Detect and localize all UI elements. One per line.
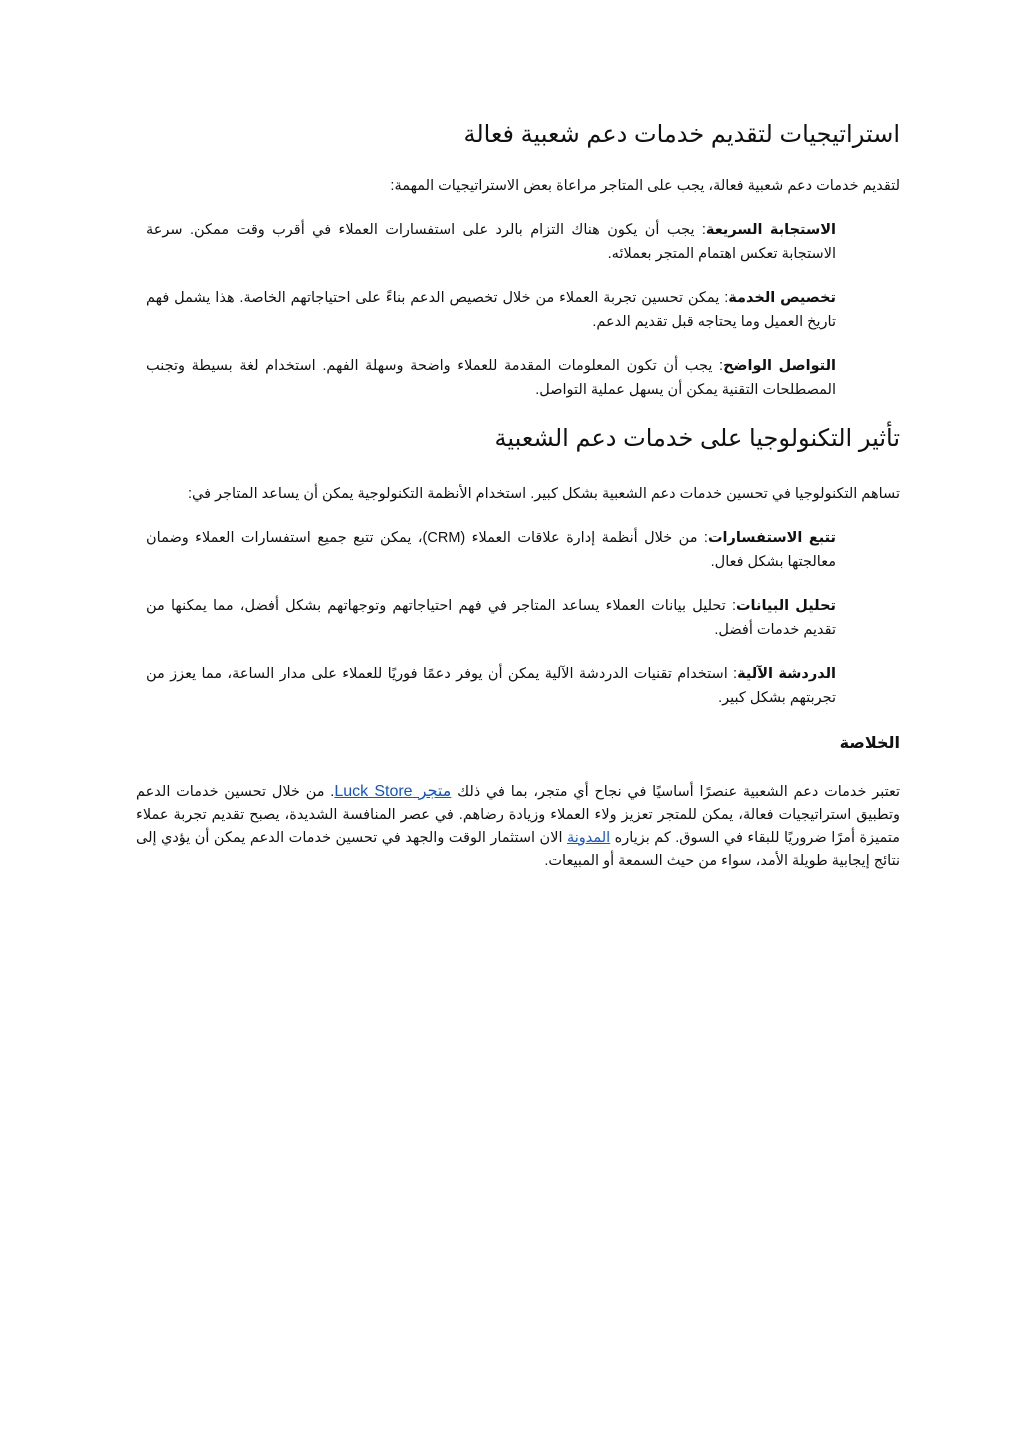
list-item-text: : يمكن تحسين تجربة العملاء من خلال تخصيص الدعم بناءً على احتياجاتهم الخاصة. هذا يشمل فهم تاريخ العميل وما يحتاجه قبل تقديم الدعم. bbox=[146, 290, 836, 330]
list-item bbox=[146, 662, 836, 710]
list-item-text: : استخدام تقنيات الدردشة الآلية يمكن أن يوفر دعمًا فوريًا للعملاء على مدار الساعة، مما يعزز من تجربتهم بشكل كبير. bbox=[146, 666, 836, 706]
section-1-list bbox=[136, 218, 900, 402]
list-item-term: التواصل الواضح bbox=[723, 358, 836, 374]
section-2-intro: تساهم التكنولوجيا في تحسين خدمات دعم الشعبية بشكل كبير. استخدام الأنظمة التكنولوجية يمكن أن يساعد المتاجر في: bbox=[187, 486, 900, 502]
conclusion-paragraph bbox=[136, 780, 900, 873]
list-item bbox=[146, 526, 836, 574]
list-item-term: الدردشة الآلية bbox=[737, 666, 836, 682]
list-item bbox=[146, 354, 836, 402]
list-item bbox=[146, 218, 836, 266]
document-page bbox=[136, 118, 900, 873]
list-item-term: تخصيص الخدمة bbox=[728, 290, 836, 306]
list-item-text: : من خلال أنظمة إدارة علاقات العملاء (CRM)، يمكن تتبع جميع استفسارات العملاء وضمان معالجتها بشكل فعال. bbox=[146, 530, 836, 570]
conclusion-text-3: الان استثمار الوقت والجهد في تحسين خدمات الدعم يمكن أن يؤدي إلى نتائج إيجابية طويلة الأمد، سواء من حيث السمعة أو المبيعات. bbox=[136, 830, 900, 869]
list-item bbox=[146, 286, 836, 334]
blog-link[interactable]: المدونة bbox=[566, 830, 611, 846]
section-2-list bbox=[136, 526, 900, 710]
luck-store-link[interactable]: متجر Luck Store bbox=[334, 783, 452, 800]
list-item-text: : تحليل بيانات العملاء يساعد المتاجر في فهم احتياجاتهم وتوجهاتهم بشكل أفضل، مما يمكنها من تقديم خدمات أفضل. bbox=[146, 598, 836, 638]
list-item-term: تحليل البيانات bbox=[735, 598, 836, 614]
list-item bbox=[146, 594, 836, 642]
conclusion-text-2: . من خلال تحسين خدمات الدعم وتطبيق استراتيجيات فعالة، يمكن للمتجر تعزيز ولاء العملاء وزيادة رضاهم. في عصر المنافسة الشديدة، يصبح تقديم تجربة عملاء متميزة أمرًا ضروريًا للبقاء في السوق. كم بزياره bbox=[136, 784, 900, 846]
list-item-term: تتبع الاستفسارات bbox=[707, 530, 837, 546]
conclusion-text-1: تعتبر خدمات دعم الشعبية عنصرًا أساسيًا في نجاح أي متجر، بما في ذلك bbox=[451, 784, 901, 800]
list-item-text: : يجب أن يكون هناك التزام بالرد على استفسارات العملاء في أقرب وقت ممكن. سرعة الاستجابة تعكس اهتمام المتجر بعملائه. bbox=[146, 222, 836, 262]
section-1-title: استراتيجيات لتقديم خدمات دعم شعبية فعالة bbox=[463, 121, 900, 148]
conclusion-title: الخلاصة bbox=[839, 735, 900, 752]
list-item-term: الاستجابة السريعة bbox=[705, 222, 836, 238]
section-1-intro: لتقديم خدمات دعم شعبية فعالة، يجب على المتاجر مراعاة بعض الاستراتيجيات المهمة: bbox=[390, 178, 900, 194]
list-item-text: : يجب أن تكون المعلومات المقدمة للعملاء واضحة وسهلة الفهم. استخدام لغة بسيطة وتجنب المصطلحات التقنية يمكن أن يسهل عملية التواصل. bbox=[146, 358, 836, 398]
section-2-title: تأثير التكنولوجيا على خدمات دعم الشعبية bbox=[494, 425, 900, 452]
